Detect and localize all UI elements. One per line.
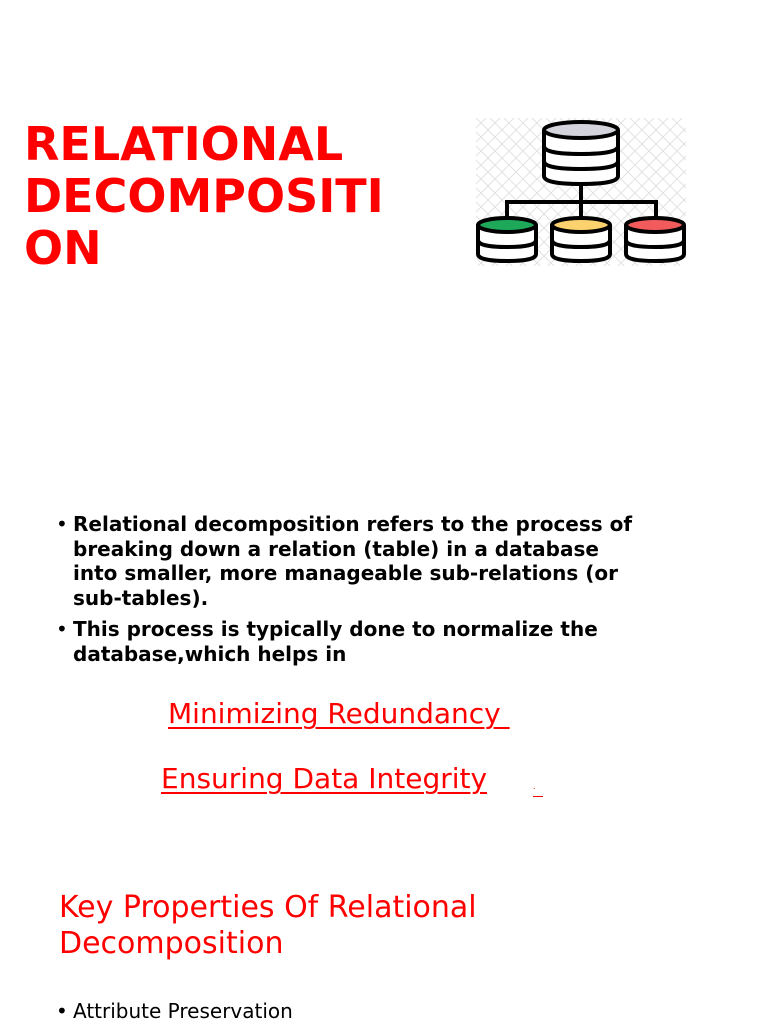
title-line: RELATIONAL: [24, 117, 344, 171]
property-label: Attribute Preservation: [73, 999, 293, 1023]
text-line: database,which helps in: [73, 641, 347, 666]
intro-bullet-list: [56, 512, 716, 673]
key-properties-heading: [59, 890, 477, 962]
ensuring-data-integrity-link[interactable]: Ensuring Data Integrity: [161, 762, 488, 795]
minimizing-redundancy-link[interactable]: Minimizing Redundancy: [168, 697, 510, 730]
text-line: breaking down a relation (table) in a database: [73, 536, 599, 561]
left-database-icon: [478, 218, 536, 261]
text-line: sub-tables).: [73, 585, 209, 610]
text-line: into smaller, more manageable sub-relations (or: [73, 561, 619, 585]
list-item: [56, 998, 293, 1024]
database-hierarchy-icon: [474, 116, 688, 268]
title-line: ON: [24, 221, 102, 275]
top-database-icon: [544, 122, 618, 184]
title-line: DECOMPOSITI: [24, 169, 384, 223]
bullet-icon: •: [56, 512, 68, 536]
bullet-icon: •: [56, 999, 68, 1023]
text-line: This process is typically done to normalize the: [73, 617, 598, 641]
list-item: [56, 512, 716, 610]
bullet-icon: •: [56, 617, 68, 641]
right-database-icon: [626, 218, 684, 261]
text-line: Relational decomposition refers to the process of: [73, 512, 633, 536]
list-item: [56, 617, 716, 666]
link-trailing-mark: .: [533, 778, 543, 797]
heading-line: Decomposition: [59, 926, 284, 961]
heading-line: Key Properties Of Relational: [59, 890, 477, 925]
properties-list: [56, 998, 293, 1024]
middle-database-icon: [552, 218, 610, 261]
page-title: [24, 118, 424, 274]
